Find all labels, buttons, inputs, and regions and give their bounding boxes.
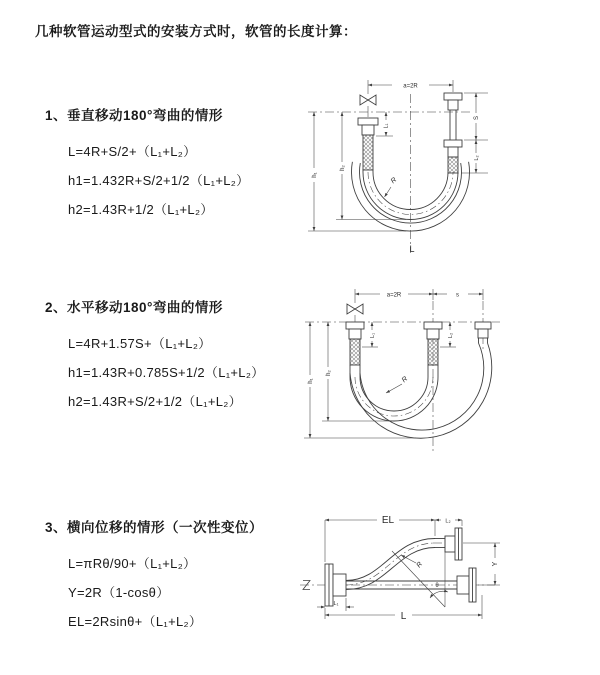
dim-label-h2: h₂ [326,370,332,376]
formula-h1: h1=1.43R+0.785S+1/2（L₁+L₂） [68,365,265,380]
dim-label-theta: θ [435,583,439,589]
dim-label-l1: L₁ [383,123,390,129]
dim-label-l2: L₂ [445,518,451,525]
formula-Y: Y=2R（1-cosθ） [68,585,170,600]
dim-label-travel: s [456,292,459,299]
section-1-formulas [68,137,249,224]
dim-label-length: L [409,244,415,254]
dimension-lines [304,289,483,438]
formula-L: L=4R+1.57S+（L₁+L₂） [68,336,212,351]
dim-label-y: Y [492,561,499,567]
section-1-heading: 1、垂直移动180°弯曲的情形 [45,108,223,123]
dimension-lines [308,80,488,231]
dim-label-radius: R [415,560,425,570]
center-lines [308,94,470,253]
page-title: 几种软管运动型式的安装方式时，软管的长度计算： [35,24,357,39]
dim-label-s: S [474,115,480,121]
dim-label-radius: R [389,176,399,186]
upper-flange [435,528,462,560]
dim-label-h1: h₁ [308,378,314,384]
section-3-formulas [68,549,263,636]
left-fitting [346,322,364,365]
dim-label-h2: h₂ [340,165,346,171]
angle-construction [392,536,448,607]
diagram-vertical-180-bend [300,70,590,260]
formula-h1: h1=1.432R+S/2+1/2（L₁+L₂） [68,173,250,188]
section-3-heading: 3、横向位移的情形（一次性变位） [45,520,264,535]
middle-fitting [424,322,442,365]
section-horizontal-180 [45,296,264,416]
dim-label-radius: R [400,375,410,385]
dim-label-h1: h₁ [312,172,318,178]
dim-label-l1: L₁ [370,333,376,338]
right-fitting [444,93,462,173]
formula-h2: h2=1.43R+S/2+1/2（L₁+L₂） [68,394,242,409]
section-2-heading: 2、水平移动180°弯曲的情形 [45,300,223,315]
formula-L: L=πRθ/90+（L₁+L₂） [68,556,197,571]
section-2-formulas [68,329,264,416]
dim-label-l1: L₁ [333,600,339,607]
formula-h2: h2=1.43R+1/2（L₁+L₂） [68,202,214,217]
diagram-lateral-displacement [295,500,600,645]
diagram-horizontal-180-bend [300,281,595,459]
dim-label-l2: L₂ [474,155,480,161]
formula-L: L=4R+S/2+（L₁+L₂） [68,144,197,159]
left-fitting [358,118,378,170]
left-flange [325,564,346,606]
dim-label-span: a=2R [386,292,402,299]
dim-label-length: L [400,610,407,622]
formula-EL: EL=2Rsinθ+（L₁+L₂） [68,614,203,629]
dim-label-el: EL [381,515,395,526]
section-vertical-180 [45,104,249,224]
hose-body [350,343,492,438]
section-lateral-displacement [45,516,263,636]
dim-label-span: a=2R [403,83,418,90]
dim-label-l2: L₂ [448,332,454,339]
valve-icon [360,80,376,117]
